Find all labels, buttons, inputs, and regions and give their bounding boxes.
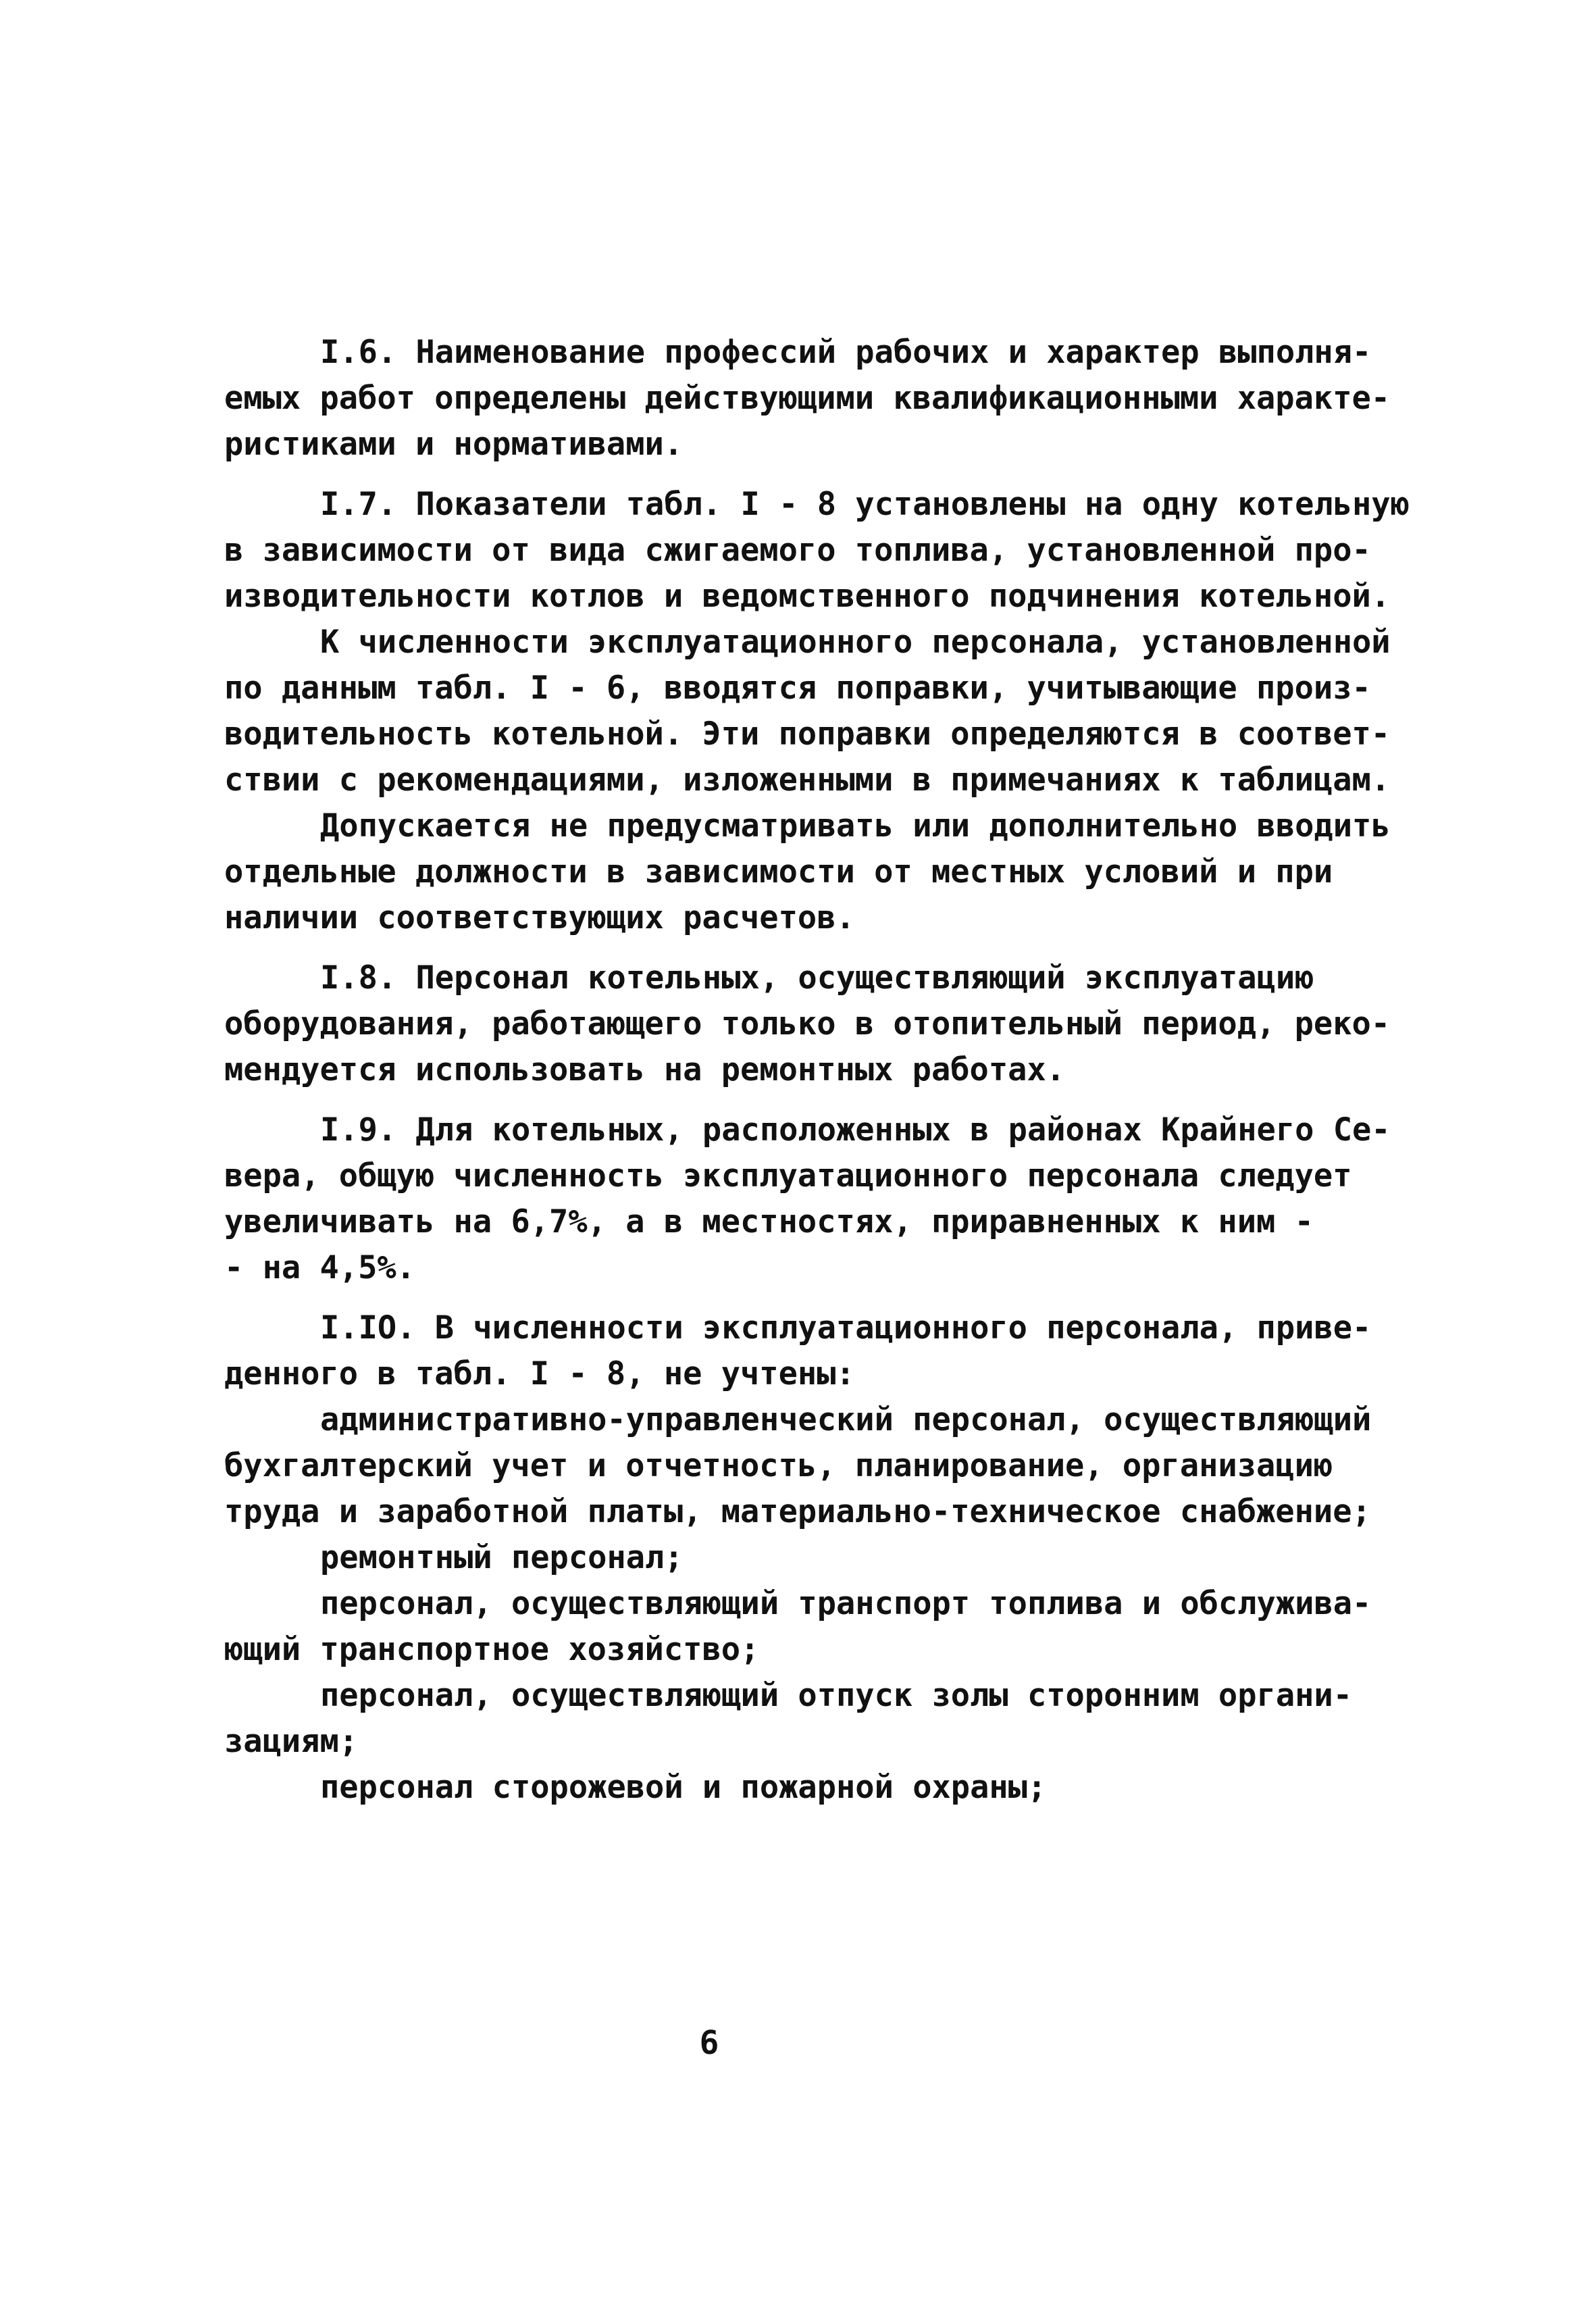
paragraph-gap	[224, 941, 1420, 955]
text-line: изводительности котлов и ведомственного подчинения котельной.	[224, 578, 1391, 615]
text-line: I.7. Показатели табл. I - 8 установлены на одну котельную	[320, 486, 1410, 523]
paragraph-1-10	[224, 1305, 1420, 1397]
text-line: ремонтный персонал;	[320, 1539, 684, 1576]
paragraph-1-7-allowance	[224, 803, 1420, 941]
text-line: труда и заработной платы, материально-техническое снабжение;	[224, 1493, 1371, 1530]
page-number: 6	[699, 2024, 719, 2062]
text-line: персонал, осуществляющий транспорт топлива и обслужива-	[320, 1585, 1372, 1622]
text-line: оборудования, работающего только в отопительный период, реко-	[224, 1005, 1391, 1042]
text-line: водительность котельной. Эти поправки определяются в соответ-	[224, 715, 1391, 753]
text-line: персонал, осуществляющий отпуск золы сторонним органи-	[320, 1677, 1353, 1714]
text-line: по данным табл. I - 6, вводятся поправки, учитывающие произ-	[224, 670, 1371, 707]
list-item-transport	[224, 1581, 1420, 1673]
text-line: I.9. Для котельных, расположенных в районах Крайнего Се-	[320, 1111, 1391, 1149]
text-line: ствии с рекомендациями, изложенными в примечаниях к таблицам.	[224, 761, 1391, 799]
paragraph-gap	[224, 1093, 1420, 1107]
paragraph-1-9	[224, 1107, 1420, 1291]
paragraph-gap	[224, 468, 1420, 482]
text-line: зациям;	[224, 1723, 359, 1760]
text-line: денного в табл. I - 8, не учтены:	[224, 1355, 855, 1392]
text-line: ристиками и нормативами.	[224, 426, 684, 463]
text-line: мендуется использовать на ремонтных работах.	[224, 1051, 1066, 1088]
text-line: наличии соответствующих расчетов.	[224, 899, 855, 936]
text-line: персонал сторожевой и пожарной охраны;	[320, 1769, 1047, 1806]
text-line: I.8. Персонал котельных, осуществляющий эксплуатацию	[320, 959, 1314, 997]
text-line: Допускается не предусматривать или дополнительно вводить	[320, 807, 1391, 845]
text-line: - на 4,5%.	[224, 1249, 415, 1286]
text-line: емых работ определены действующими квалификационными характе-	[224, 380, 1391, 417]
text-line: ющий транспортное хозяйство;	[224, 1631, 760, 1668]
text-line: административно-управленческий персонал, осуществляющий	[320, 1401, 1372, 1438]
paragraph-1-7	[224, 482, 1420, 620]
paragraph-1-6	[224, 330, 1420, 468]
text-line: вера, общую численность эксплуатационного персонала следует	[224, 1157, 1352, 1194]
text-line: бухгалтерский учет и отчетность, планирование, организацию	[224, 1447, 1333, 1484]
text-line: К численности эксплуатационного персонала, установленной	[320, 624, 1391, 661]
paragraph-gap	[224, 1291, 1420, 1305]
text-line: в зависимости от вида сжигаемого топлива, установленной про-	[224, 532, 1371, 569]
list-item-repair	[224, 1535, 1420, 1581]
list-item-security	[224, 1765, 1420, 1811]
paragraph-1-7-corrections	[224, 620, 1420, 803]
paragraph-1-8	[224, 955, 1420, 1093]
text-line: увеличивать на 6,7%, а в местностях, приравненных к ним -	[224, 1203, 1314, 1240]
text-line: отдельные должности в зависимости от местных условий и при	[224, 853, 1333, 890]
body-text	[224, 330, 1420, 1811]
list-item-administrative	[224, 1397, 1420, 1535]
text-line: I.IO. В численности эксплуатационного персонала, приве-	[320, 1309, 1372, 1347]
list-item-ash	[224, 1673, 1420, 1765]
text-line: I.6. Наименование профессий рабочих и характер выполня-	[320, 334, 1372, 371]
